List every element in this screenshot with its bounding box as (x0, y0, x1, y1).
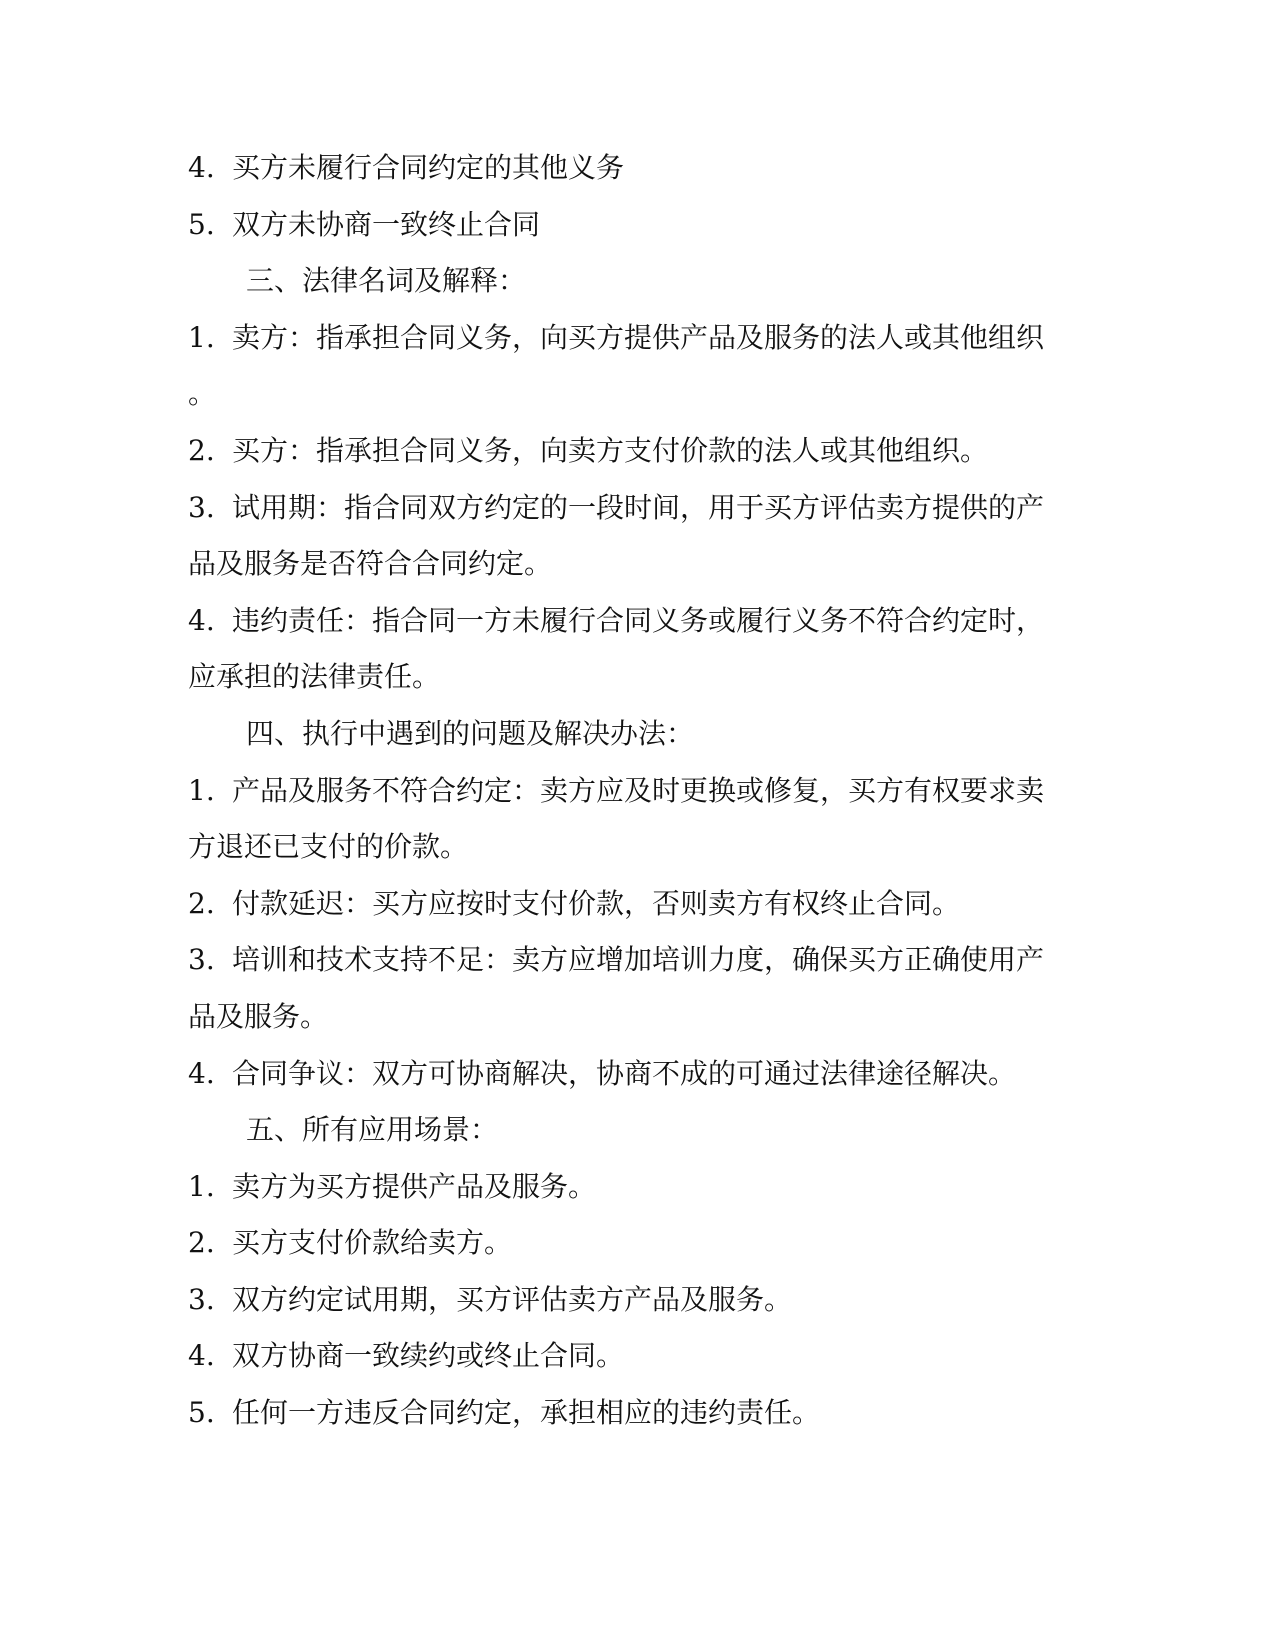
item-text: 合同争议：双方可协商解决，协商不成的可通过法律途径解决。 (232, 1056, 1017, 1090)
list-item (188, 140, 1088, 197)
list-item (188, 1046, 1088, 1103)
item-text: 产品及服务不符合约定：卖方应及时更换或修复，买方有权要求卖 (232, 773, 1045, 807)
item-number: 4. (188, 1056, 215, 1090)
item-number: 5. (188, 1396, 215, 1430)
item-number: 3. (188, 1282, 215, 1316)
item-text: 买方支付价款给卖方。 (232, 1226, 513, 1260)
continuation-line: 品及服务是否符合合同约定。 (188, 547, 553, 581)
list-item (188, 1328, 1088, 1385)
item-text: 卖方为买方提供产品及服务。 (232, 1169, 597, 1203)
list-item (188, 1272, 1088, 1329)
list-item (188, 593, 1088, 650)
item-number: 4. (188, 151, 215, 184)
list-item (188, 1385, 1088, 1442)
item-number: 5. (188, 207, 215, 241)
document-body (188, 140, 1088, 1442)
item-number: 3. (188, 490, 215, 524)
list-item (188, 1215, 1088, 1272)
item-number: 2. (188, 433, 215, 467)
item-number: 2. (188, 886, 215, 920)
item-number: 4. (188, 603, 215, 637)
item-text: 双方协商一致续约或终止合同。 (232, 1339, 625, 1373)
item-text: 双方约定试用期，买方评估卖方产品及服务。 (232, 1282, 793, 1316)
list-item (188, 1159, 1088, 1216)
continuation-line: 应承担的法律责任。 (188, 660, 441, 694)
continuation-line: 。 (188, 377, 217, 411)
section-heading: 三、法律名词及解释： (246, 264, 527, 298)
item-text: 任何一方违反合同约定，承担相应的违约责任。 (232, 1396, 821, 1430)
list-item (188, 932, 1088, 989)
item-number: 1. (188, 1169, 215, 1203)
item-number: 1. (188, 320, 215, 354)
list-item (188, 310, 1088, 367)
item-text: 卖方：指承担合同义务，向买方提供产品及服务的法人或其他组织 (232, 320, 1045, 354)
continuation-line: 品及服务。 (188, 999, 329, 1033)
item-number: 3. (188, 943, 215, 977)
item-text: 双方未协商一致终止合同 (232, 207, 541, 241)
item-number: 1. (188, 773, 215, 807)
item-number: 2. (188, 1226, 215, 1260)
section-heading: 五、所有应用场景： (246, 1113, 499, 1147)
item-number: 4. (188, 1339, 215, 1373)
list-item (188, 197, 1088, 254)
item-text: 试用期：指合同双方约定的一段时间，用于买方评估卖方提供的产 (232, 490, 1045, 524)
item-text: 买方未履行合同约定的其他义务 (232, 151, 625, 184)
item-text: 付款延迟：买方应按时支付价款，否则卖方有权终止合同。 (232, 886, 961, 920)
list-item (188, 480, 1088, 537)
item-text: 违约责任：指合同一方未履行合同义务或履行义务不符合约定时， (232, 603, 1045, 637)
item-text: 买方：指承担合同义务，向卖方支付价款的法人或其他组织。 (232, 433, 989, 467)
list-item (188, 763, 1088, 820)
item-text: 培训和技术支持不足：卖方应增加培训力度，确保买方正确使用产 (232, 943, 1045, 977)
list-item (188, 876, 1088, 933)
continuation-line: 方退还已支付的价款。 (188, 830, 469, 864)
section-heading: 四、执行中遇到的问题及解决办法： (246, 716, 695, 750)
list-item (188, 423, 1088, 480)
